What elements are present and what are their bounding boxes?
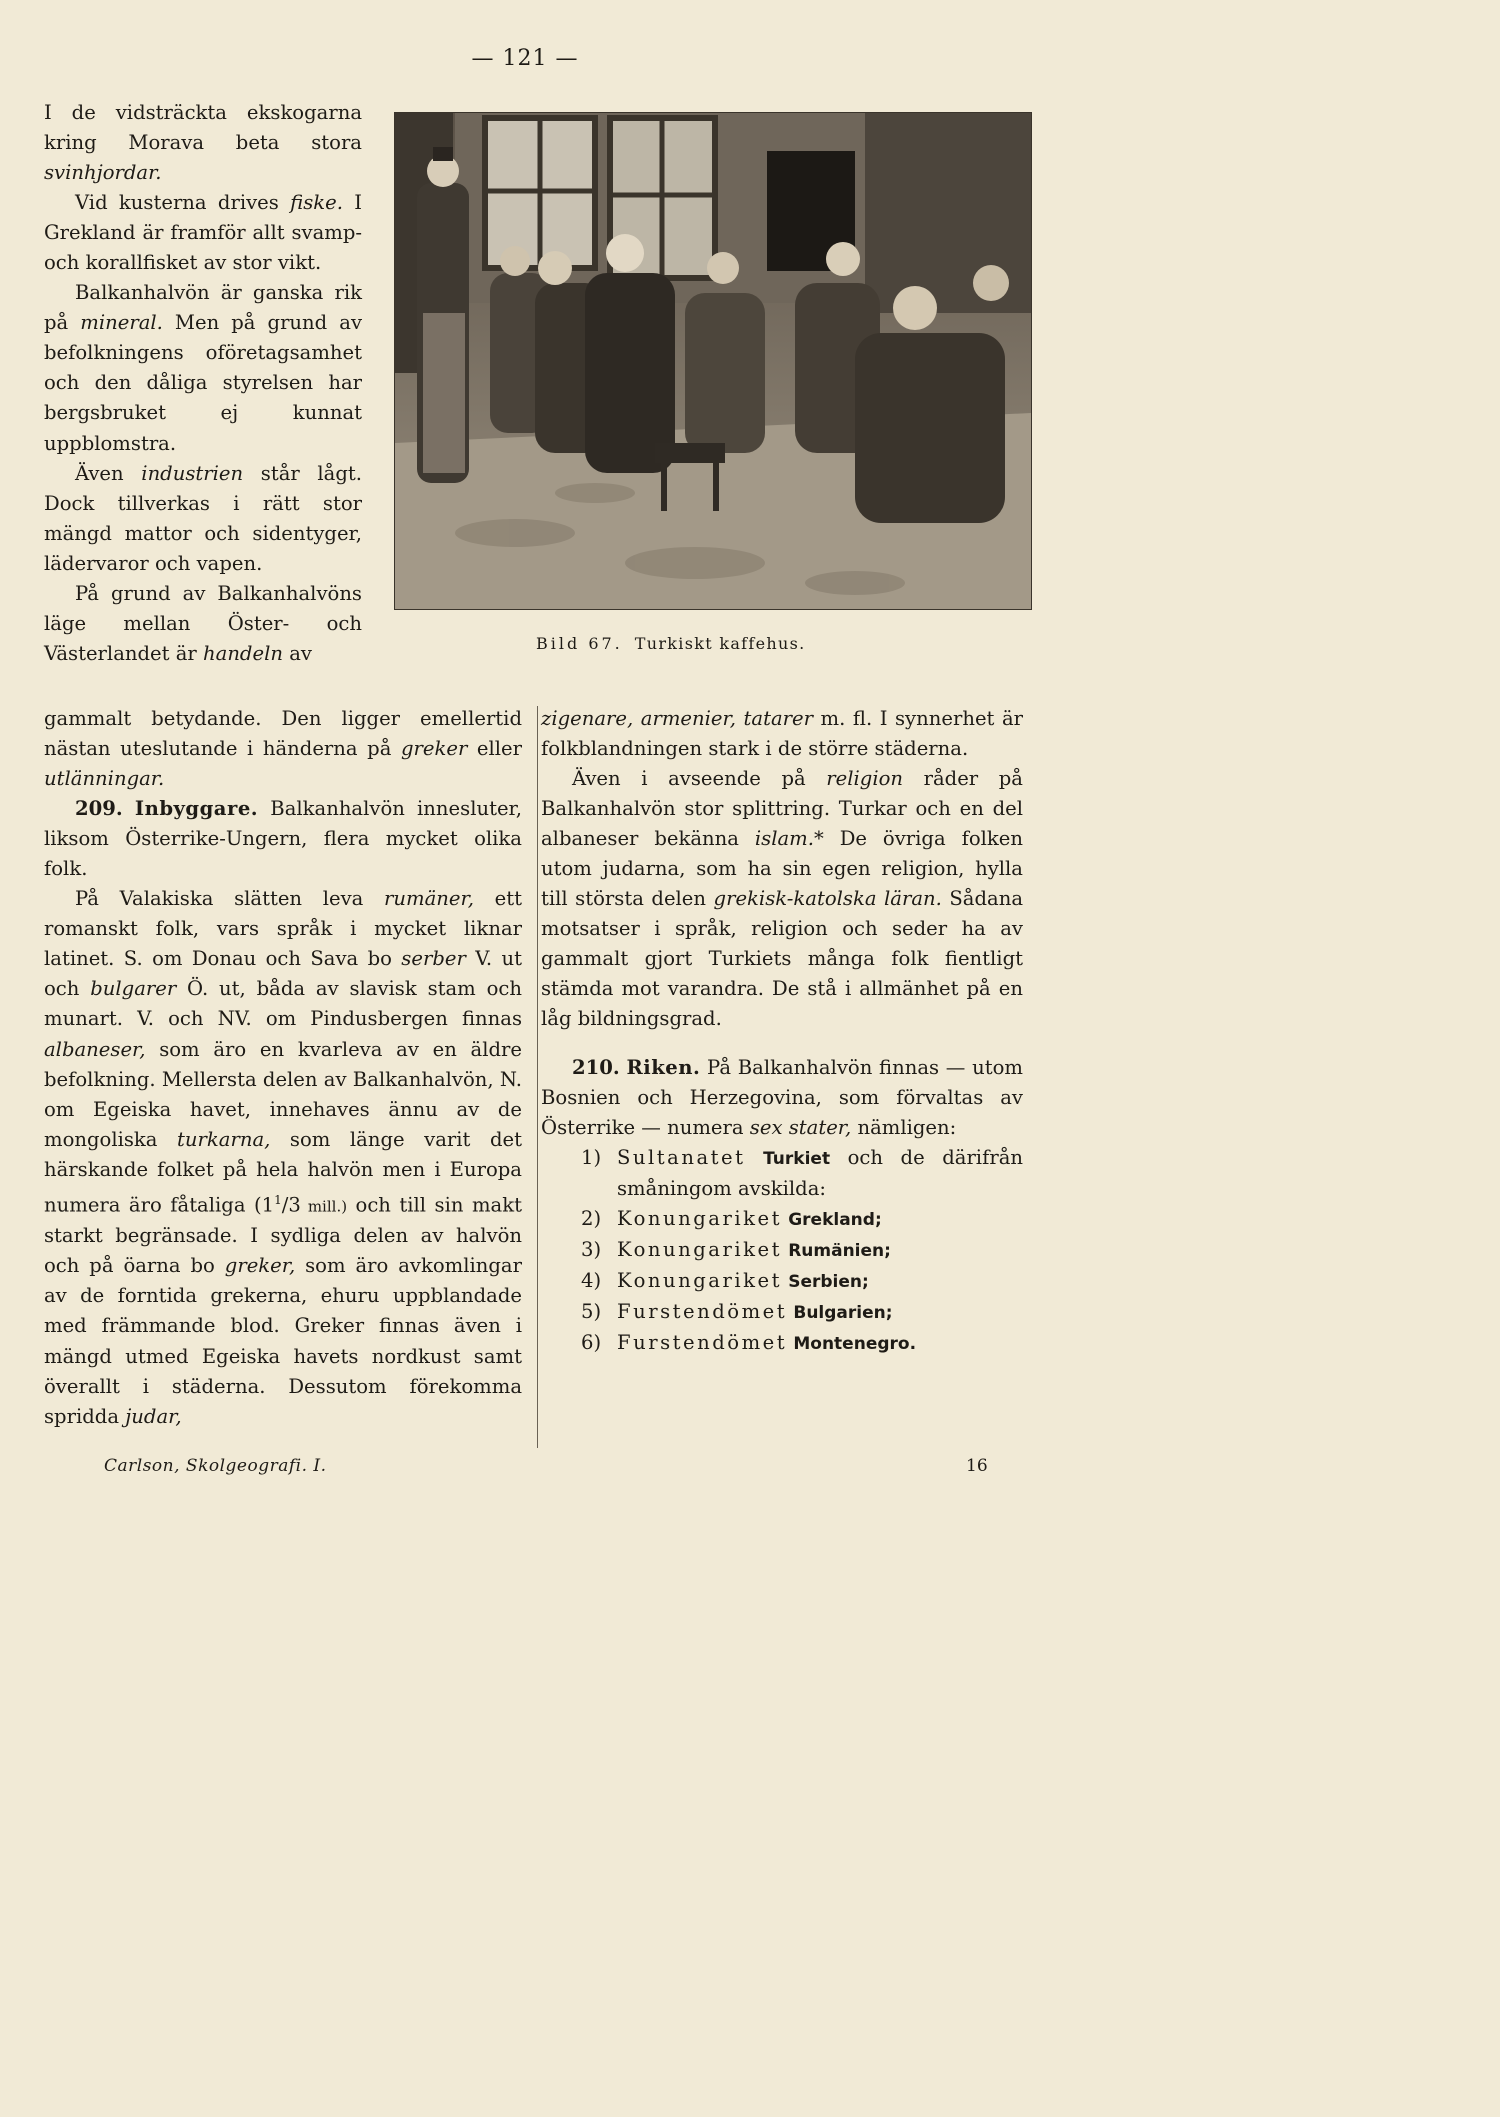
italic-term: handeln	[203, 641, 283, 665]
text-run: På Valakiska slätten leva	[75, 887, 385, 911]
text-run: På Balkanhalvön finnas — utom Bosnien och Herzegovina, som förvaltas av Österrike — numera	[541, 1055, 1023, 1139]
list-number: 3)	[581, 1237, 602, 1261]
state-name: Grekland;	[788, 1209, 882, 1230]
italic-term: greker	[400, 737, 468, 761]
photo-illustration	[395, 113, 1031, 609]
state-kind: Furstendömet	[617, 1299, 788, 1323]
state-name: Montenegro.	[793, 1333, 917, 1354]
text-run: av	[282, 641, 312, 665]
state-name: Serbien;	[788, 1271, 869, 1292]
text-run: Men på grund av befolkningens oföretagsamhet och den dåliga styrelsen har bergsbruket ej kunnat uppblomstra.	[44, 311, 363, 455]
text-run: Balkanhalvön är ganska rik på	[44, 281, 362, 335]
state-name: Bulgarien;	[793, 1302, 893, 1323]
italic-term: islam.*	[754, 827, 824, 851]
state-kind: Konungariket	[617, 1206, 782, 1230]
text-run: som länge varit det härskande folket på hela halvön men i Europa numera äro fåtaliga (1	[44, 1127, 522, 1217]
italic-term: serber	[401, 947, 466, 971]
italic-term: tatarer	[743, 707, 813, 730]
column-divider	[537, 706, 538, 1448]
italic-term: mineral.	[80, 311, 163, 335]
list-item	[541, 1204, 1023, 1235]
text-run: råder på Balkanhalvön stor splittring. Turkar och en del albaneser bekänna	[541, 767, 1023, 851]
state-kind: Furstendömet	[617, 1330, 788, 1354]
italic-term: greker,	[224, 1254, 296, 1278]
paragraph	[541, 764, 1023, 1034]
list-item	[541, 1328, 1023, 1359]
italic-term: svinhjordar.	[44, 161, 162, 185]
text-run: Även	[75, 461, 142, 485]
text-run: I Grekland är framför allt svamp- och korallfisket av stor vikt.	[44, 191, 362, 275]
wrapped-text-block	[44, 98, 362, 669]
text-run	[736, 707, 744, 730]
footer-signature-number: 16	[966, 1456, 988, 1476]
text-run: m. fl. I synnerhet är folkblandningen stark i de större städerna.	[541, 707, 1024, 761]
list-item	[541, 1266, 1023, 1297]
italic-term: rumäner,	[384, 887, 474, 911]
text-run: Sådana motsatser i språk, religion och seder ha av gammalt gjort Turkiets många folk fientligt stämda mot varandra. De stå i allmänhet på en låg bildningsgrad.	[541, 887, 1024, 1031]
list-item	[541, 1143, 1023, 1204]
italic-term: bulgarer	[90, 977, 177, 1001]
fraction-denominator: /3	[281, 1193, 301, 1217]
caption-label: Bild 67.	[536, 634, 623, 653]
unit-text: mill.)	[300, 1197, 348, 1216]
state-name: Turkiet	[763, 1148, 831, 1169]
text-run: Balkanhalvön innesluter, liksom Österrike-Ungern, flera mycket olika folk.	[44, 797, 522, 881]
list-item	[541, 1297, 1023, 1328]
text-run: gammalt betydande. Den ligger emellertid nästan uteslutande i händerna på	[44, 707, 522, 761]
italic-term: judar,	[125, 1404, 182, 1428]
text-run	[633, 707, 641, 730]
text-run: ett romanskt folk, vars språk i mycket liknar latinet. S. om Donau och Sava bo	[44, 887, 522, 971]
list-number: 5)	[581, 1299, 602, 1323]
italic-term: armenier,	[640, 707, 736, 730]
text-run: V. ut och	[44, 947, 523, 1001]
section-number: 209.	[75, 797, 123, 821]
paragraph	[44, 704, 522, 794]
text-run: Ö. ut, båda av slavisk stam och munart. V. och NV. om Pindusbergen finnas	[44, 977, 522, 1031]
state-name: Rumänien;	[788, 1240, 891, 1261]
italic-term: grekisk-katolska läran.	[713, 887, 942, 911]
text-run: Även i avseende på	[572, 767, 827, 791]
figure-caption	[536, 634, 936, 653]
paragraph	[44, 98, 362, 188]
stool	[655, 443, 725, 463]
photo-turkish-coffeehouse	[394, 112, 1032, 610]
italic-term: zigenare,	[541, 707, 634, 730]
text-run: och till sin makt starkt begränsade. I sydliga delen av halvön och på öarna bo	[44, 1193, 522, 1278]
list-number: 4)	[581, 1268, 602, 1292]
text-run: som äro en kvarleva av en äldre befolkning. Mellersta delen av Balkanhalvön, N. om Egeiska havet, innehaves ännu av de mongoliska	[44, 1037, 522, 1151]
right-column	[541, 704, 1023, 1359]
text-run: De övriga folken utom judarna, som ha sin egen religion, hylla till största delen	[541, 827, 1023, 911]
paragraph	[44, 579, 362, 669]
section-title: Inbyggare.	[134, 797, 259, 821]
section-number: 210.	[572, 1055, 620, 1079]
text-run: I de vidsträckta ekskogarna kring Morava beta stora	[44, 101, 362, 155]
page-number: — 121 —	[471, 46, 579, 71]
paragraph	[44, 278, 362, 458]
paragraph	[44, 188, 362, 278]
italic-term: sex stater,	[749, 1115, 852, 1139]
text-run: På grund av Balkanhalvöns läge mellan Öster- och Västerlandet är	[44, 581, 362, 665]
text-run: Vid kusterna drives	[75, 191, 291, 215]
italic-term: albaneser,	[44, 1037, 146, 1061]
paragraph	[44, 884, 522, 1431]
footer-citation: Carlson, Skolgeografi. I.	[104, 1456, 327, 1476]
italic-term: turkarna,	[177, 1127, 271, 1151]
section-209	[44, 794, 522, 884]
states-list	[541, 1143, 1023, 1359]
text-run: som äro avkomlingar av de forntida grekerna, ehuru uppblandade med främmande blod. Greker finnas även i mängd utmed Egeiska havets nordkust samt överallt i städerna. Dessutom förekomma spridda	[44, 1254, 522, 1428]
section-title: Riken.	[626, 1055, 701, 1079]
italic-term: fiske.	[290, 191, 343, 215]
list-number: 6)	[581, 1330, 602, 1354]
text-run: eller	[467, 737, 522, 761]
left-column	[44, 704, 522, 1432]
section-210	[541, 1053, 1023, 1143]
list-number: 1)	[581, 1145, 602, 1169]
text-run: och de därifrån småningom avskilda:	[617, 1145, 1023, 1200]
paragraph	[44, 459, 362, 579]
list-item	[541, 1235, 1023, 1266]
italic-term: industrien	[141, 461, 244, 485]
text-run: nämligen:	[851, 1115, 957, 1139]
paragraph	[541, 704, 1023, 764]
list-number: 2)	[581, 1206, 602, 1230]
italic-term: utlänningar.	[44, 767, 165, 791]
state-kind: Konungariket	[617, 1268, 782, 1292]
state-kind: Konungariket	[617, 1237, 782, 1261]
fraction-numerator: 1	[274, 1192, 282, 1207]
italic-term: religion	[826, 767, 904, 791]
caption-text: Turkiskt kaffehus.	[634, 634, 806, 653]
state-kind: Sultanatet	[617, 1145, 746, 1169]
text-run: står lågt. Dock tillverkas i rätt stor mängd mattor och sidentyger, lädervaror och vapen.	[44, 461, 362, 575]
